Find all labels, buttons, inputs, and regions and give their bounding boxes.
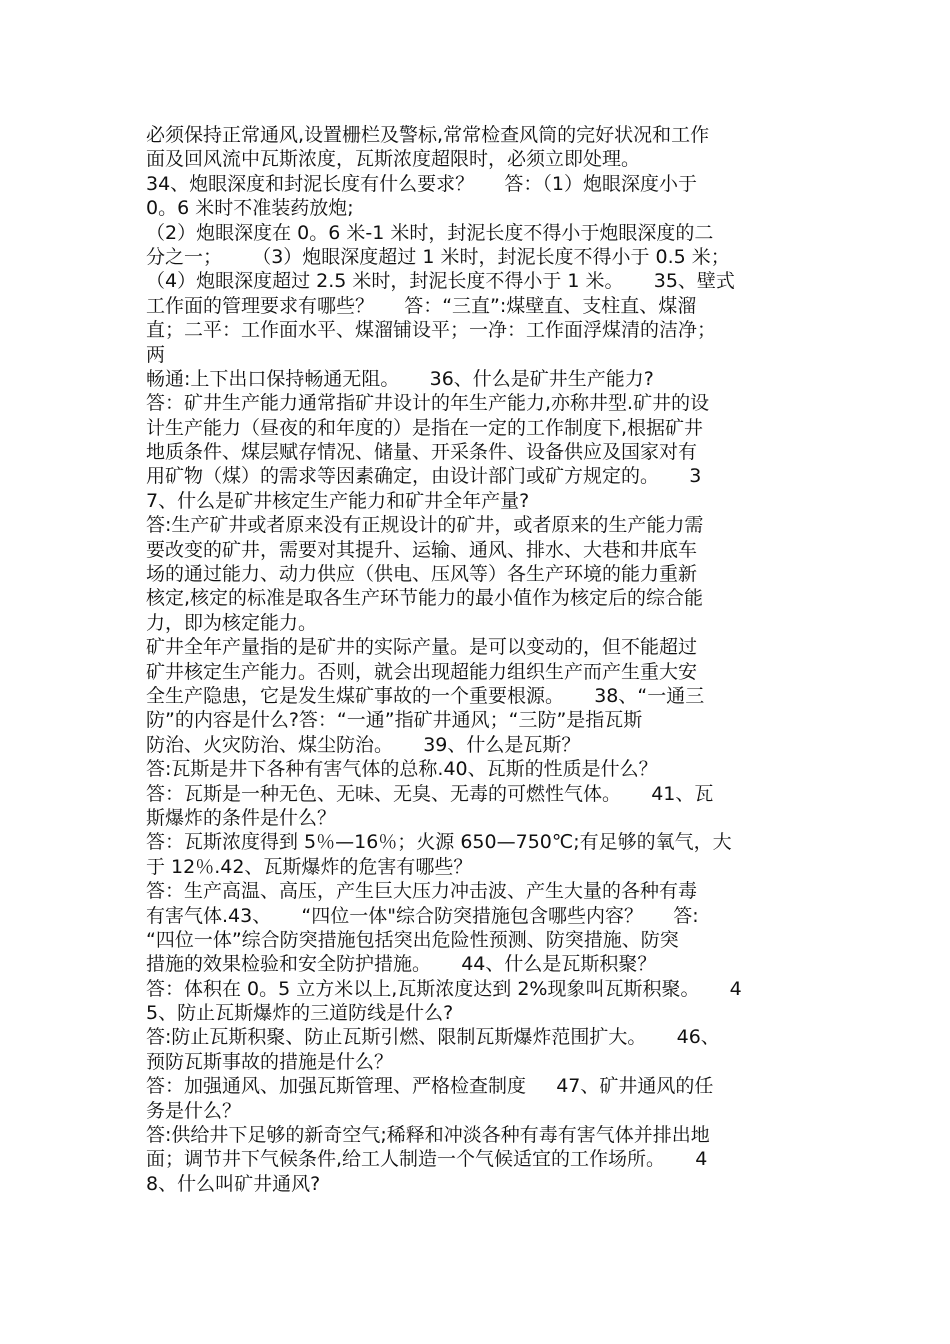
text-line: 计生产能力（昼夜的和年度的）是指在一定的工作制度下,根据矿井 — [146, 416, 704, 439]
text-line: 答:防止瓦斯积聚、防止瓦斯引燃、限制瓦斯爆炸范围扩大。 46、 — [146, 1026, 720, 1049]
text-line: 5、防止瓦斯爆炸的三道防线是什么? — [146, 1002, 454, 1025]
text-line: 答：矿井生产能力通常指矿井设计的年生产能力,亦称井型.矿井的设 — [146, 392, 710, 415]
text-line: 于 12％.42、瓦斯爆炸的危害有哪些？ — [146, 855, 473, 878]
text-line: 直；二平：工作面水平、煤溜铺设平；一净：工作面浮煤清的洁净； — [146, 319, 717, 342]
text-line: 答:瓦斯是井下各种有害气体的总称.40、瓦斯的性质是什么？ — [146, 758, 658, 781]
text-line: （2）炮眼深度在 0。6 米-1 米时，封泥长度不得小于炮眼深度的二 — [146, 221, 714, 244]
text-line: 要改变的矿井，需要对其提升、运输、通风、排水、大巷和井底车 — [146, 538, 698, 561]
text-line: 矿井核定生产能力。否则，就会出现超能力组织生产而产生重大安 — [146, 660, 698, 683]
text-line: “四位一体”综合防突措施包括突出危险性预测、防突措施、防突 — [146, 928, 679, 951]
text-line: 畅通:上下出口保持畅通无阻。 36、什么是矿井生产能力? — [146, 367, 654, 390]
text-line: 两 — [146, 343, 166, 366]
text-line: 斯爆炸的条件是什么？ — [146, 806, 337, 829]
document-body-text — [146, 123, 742, 1196]
text-line: 工作面的管理要求有哪些？ 答：“三直”:煤壁直、支柱直、煤溜 — [146, 294, 697, 317]
text-line: 分之一； （3）炮眼深度超过 1 米时，封泥长度不得小于 0.5 米； — [146, 245, 730, 268]
text-line: 全生产隐患，它是发生煤矿事故的一个重要根源。 38、“一通三 — [146, 684, 705, 707]
text-line: 答：瓦斯是一种无色、无味、无臭、无毒的可燃性气体。 41、瓦 — [146, 782, 714, 805]
text-line: 面及回风流中瓦斯浓度，瓦斯浓度超限时，必须立即处理。 — [146, 148, 641, 171]
text-line: 答：体积在 0。5 立方米以上,瓦斯浓度达到 2%现象叫瓦斯积聚。 4 — [146, 977, 742, 1000]
text-line: 7、什么是矿井核定生产能力和矿井全年产量? — [146, 489, 530, 512]
text-line: 场的通过能力、动力供应（供电、压风等）各生产环境的能力重新 — [146, 563, 698, 586]
text-line: 用矿物（煤）的需求等因素确定，由设计部门或矿方规定的。 3 — [146, 465, 702, 488]
text-line: 答：加强通风、加强瓦斯管理、严格检查制度 47、矿井通风的任 — [146, 1075, 714, 1098]
text-line: 矿井全年产量指的是矿井的实际产量。是可以变动的，但不能超过 — [146, 636, 698, 659]
text-line: 措施的效果检验和安全防护措施。 44、什么是瓦斯积聚？ — [146, 953, 657, 976]
text-line: 0。6 米时不准装药放炮; — [146, 197, 354, 220]
text-line: 34、炮眼深度和封泥长度有什么要求？ 答：（1）炮眼深度小于 — [146, 172, 697, 195]
text-line: 防”的内容是什么?答：“一通”指矿井通风；“三防”是指瓦斯 — [146, 709, 643, 732]
text-line: 地质条件、煤层赋存情况、储量、开采条件、设备供应及国家对有 — [146, 441, 698, 464]
text-line: 答：生产高温、高压，产生巨大压力冲击波、产生大量的各种有毒 — [146, 880, 698, 903]
text-line: 答：瓦斯浓度得到 5％—16％；火源 650—750℃;有足够的氧气，大 — [146, 831, 732, 854]
text-line: 核定,核定的标准是取各生产环节能力的最小值作为核定后的综合能 — [146, 587, 704, 610]
text-line: （4）炮眼深度超过 2.5 米时，封泥长度不得小于 1 米。 35、壁式 — [146, 270, 735, 293]
text-line: 答:生产矿井或者原来没有正规设计的矿井，或者原来的生产能力需 — [146, 514, 704, 537]
text-line: 预防瓦斯事故的措施是什么？ — [146, 1050, 394, 1073]
text-line: 8、什么叫矿井通风? — [146, 1172, 321, 1195]
text-line: 答:供给井下足够的新奇空气;稀释和冲淡各种有毒有害气体并排出地 — [146, 1124, 710, 1147]
text-line: 务是什么？ — [146, 1099, 242, 1122]
text-line: 必须保持正常通风,设置栅栏及警标,常常检查风筒的完好状况和工作 — [146, 124, 710, 146]
text-line: 力，即为核定能力。 — [146, 611, 318, 634]
text-line: 有害气体.43、 “四位一体"综合防突措施包含哪些内容？ 答: — [146, 904, 699, 927]
text-line: 面；调节井下气候条件,给工人制造一个气候适宜的工作场所。 4 — [146, 1148, 708, 1171]
text-line: 防治、火灾防治、煤尘防治。 39、什么是瓦斯？ — [146, 733, 581, 756]
